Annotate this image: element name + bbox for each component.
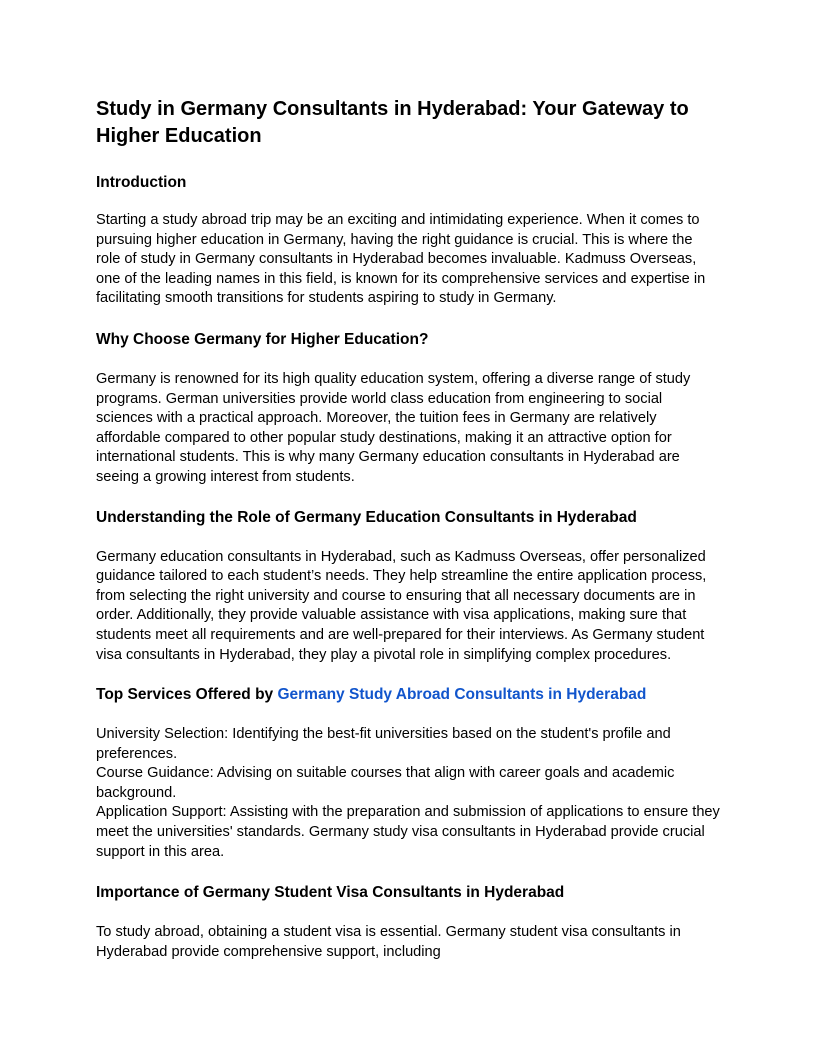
document-title: Study in Germany Consultants in Hyderabad: Your Gateway to Higher Education bbox=[96, 98, 689, 147]
paragraph-introduction: Starting a study abroad trip may be an exciting and intimidating experience. When it comes to pursuing higher education in Germany, having the right guidance is crucial. This is where the role of study in Germany consultants in Hyderabad becomes invaluable. Kadmuss Overseas, one of the leading names in this field, is known for its comprehensive services and expertise in facilitating smooth transitions for students aspiring to study in Germany. bbox=[96, 212, 706, 307]
heading-top-services-prefix: Top Services Offered by bbox=[96, 686, 278, 704]
paragraph-why-germany: Germany is renowned for its high quality education system, offering a diverse range of study programs. German universities provide world class education from engineering to social sciences with a practical approach. Moreover, the tuition fees in Germany are relatively affordable compared to other popular study destinations, making it an attractive option for international students. This is why many Germany education consultants in Hyderabad are seeing a growing interest from students. bbox=[96, 370, 691, 485]
germany-study-abroad-consultants-link[interactable]: Germany Study Abroad Consultants in Hyderabad bbox=[277, 686, 647, 704]
heading-introduction: Introduction bbox=[96, 174, 187, 191]
services-list bbox=[96, 725, 720, 862]
service-item-application-support: Application Support: Assisting with the preparation and submission of applications to ensure they meet the universities' standards. Germany study visa consultants in Hyderabad provide crucial support in this area. bbox=[96, 804, 720, 860]
paragraph-visa-consultants: To study abroad, obtaining a student visa is essential. Germany student visa consultants in Hyderabad provide comprehensive support, including bbox=[96, 924, 681, 960]
service-item-course-guidance: Course Guidance: Advising on suitable courses that align with career goals and academic background. bbox=[96, 765, 675, 801]
heading-top-services bbox=[96, 685, 720, 705]
document-page bbox=[96, 96, 720, 962]
service-item-university-selection: University Selection: Identifying the best-fit universities based on the student's profile and preferences. bbox=[96, 726, 671, 762]
heading-why-germany: Why Choose Germany for Higher Education? bbox=[96, 330, 429, 348]
heading-consultant-role: Understanding the Role of Germany Education Consultants in Hyderabad bbox=[96, 508, 637, 526]
paragraph-consultant-role: Germany education consultants in Hyderabad, such as Kadmuss Overseas, offer personalized guidance tailored to each student’s needs. They help streamline the entire application process, from selecting the right university and course to ensuring that all necessary documents are in order. Additionally, they provide valuable assistance with visa applications, making sure that students meet all requirements and are well-prepared for their interviews. As Germany student visa consultants in Hyderabad, they play a pivotal role in simplifying complex procedures. bbox=[96, 548, 707, 663]
heading-visa-consultants: Importance of Germany Student Visa Consultants in Hyderabad bbox=[96, 884, 565, 902]
